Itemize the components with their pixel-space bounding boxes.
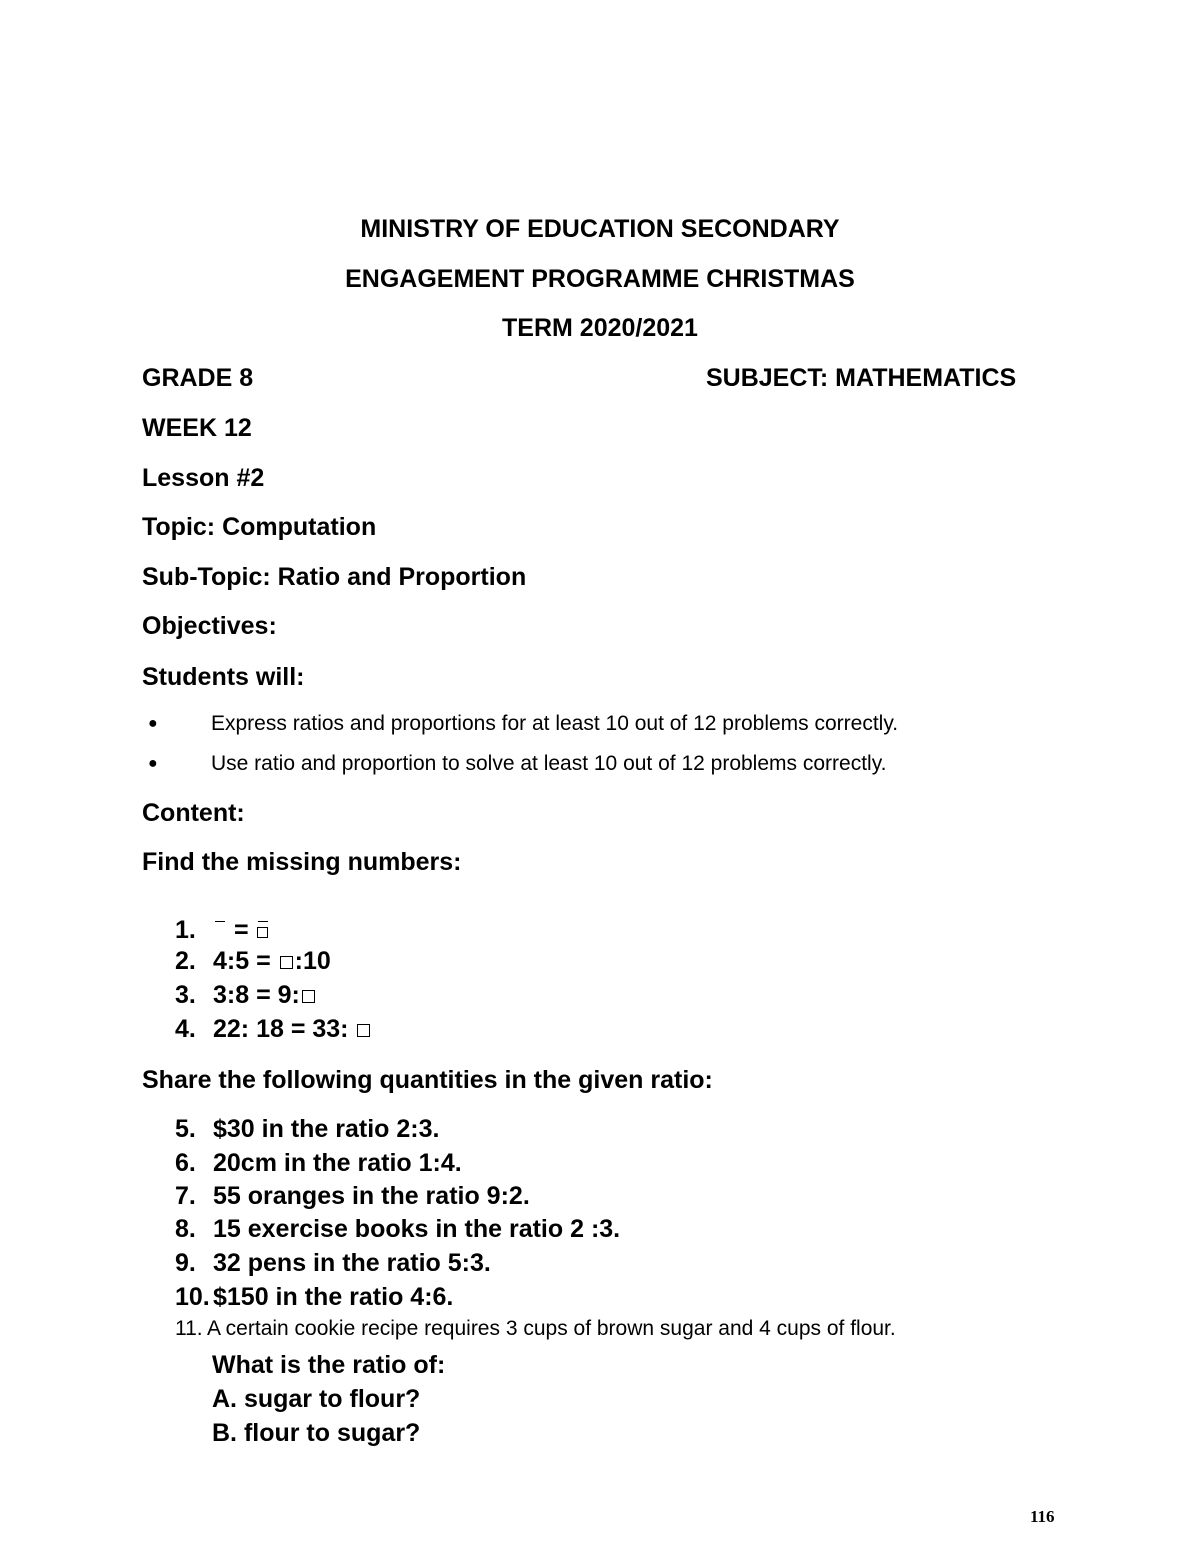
missing-item-3: 3. 3:8 = 9: [175,980,317,1010]
share-item: 9. 32 pens in the ratio 5:3. [175,1249,491,1277]
sub-question-a: A. sugar to flour? [212,1385,421,1413]
cookie-item: 11. A certain cookie recipe requires 3 cups of brown sugar and 4 cups of flour. [175,1317,896,1340]
answer-box-icon [302,990,315,1003]
objectives-heading: Objectives: [142,612,277,640]
missing-item-1: 1. = [175,915,270,945]
share-item: 7. 55 oranges in the ratio 9:2. [175,1182,530,1210]
missing-item-2: 2. 4:5 = :10 [175,947,331,975]
share-item: 10. $150 in the ratio 4:6. [175,1283,454,1311]
share-item: 6. 20cm in the ratio 1:4. [175,1149,462,1177]
share-item: 8. 15 exercise books in the ratio 2 :3. [175,1215,621,1243]
header-line-1: MINISTRY OF EDUCATION SECONDARY [360,215,840,243]
answer-box-icon [280,956,293,969]
ratio-question: What is the ratio of: [212,1351,446,1379]
content-heading: Content: [142,799,245,827]
lesson-label: Lesson #2 [142,464,265,492]
page-number: 116 [1030,1507,1055,1526]
bullet-icon: ● [148,755,158,772]
share-heading: Share the following quantities in the given ratio: [142,1066,713,1094]
answer-box-icon [357,1024,370,1037]
share-item: 5. $30 in the ratio 2:3. [175,1115,440,1143]
missing-item-4: 4. 22: 18 = 33: [175,1014,372,1044]
fraction-box-icon [256,921,270,941]
subject-label: SUBJECT: MATHEMATICS [706,364,1017,392]
subtopic-label: Sub-Topic: Ratio and Proportion [142,563,527,591]
week-label: WEEK 12 [142,414,252,442]
bullet-icon: ● [148,715,158,732]
fraction-placeholder-icon [213,921,227,941]
sub-question-b: B. flour to sugar? [212,1419,421,1447]
objective-item: ● Use ratio and proportion to solve at least 10 out of 12 problems correctly. [148,752,887,775]
header-line-2: ENGAGEMENT PROGRAMME CHRISTMAS [345,265,855,293]
objectives-intro: Students will: [142,663,305,691]
topic-label: Topic: Computation [142,513,377,541]
objective-item: ● Express ratios and proportions for at least 10 out of 12 problems correctly. [148,712,899,735]
missing-numbers-heading: Find the missing numbers: [142,848,462,876]
grade-label: GRADE 8 [142,364,254,392]
header-line-3: TERM 2020/2021 [502,314,698,342]
